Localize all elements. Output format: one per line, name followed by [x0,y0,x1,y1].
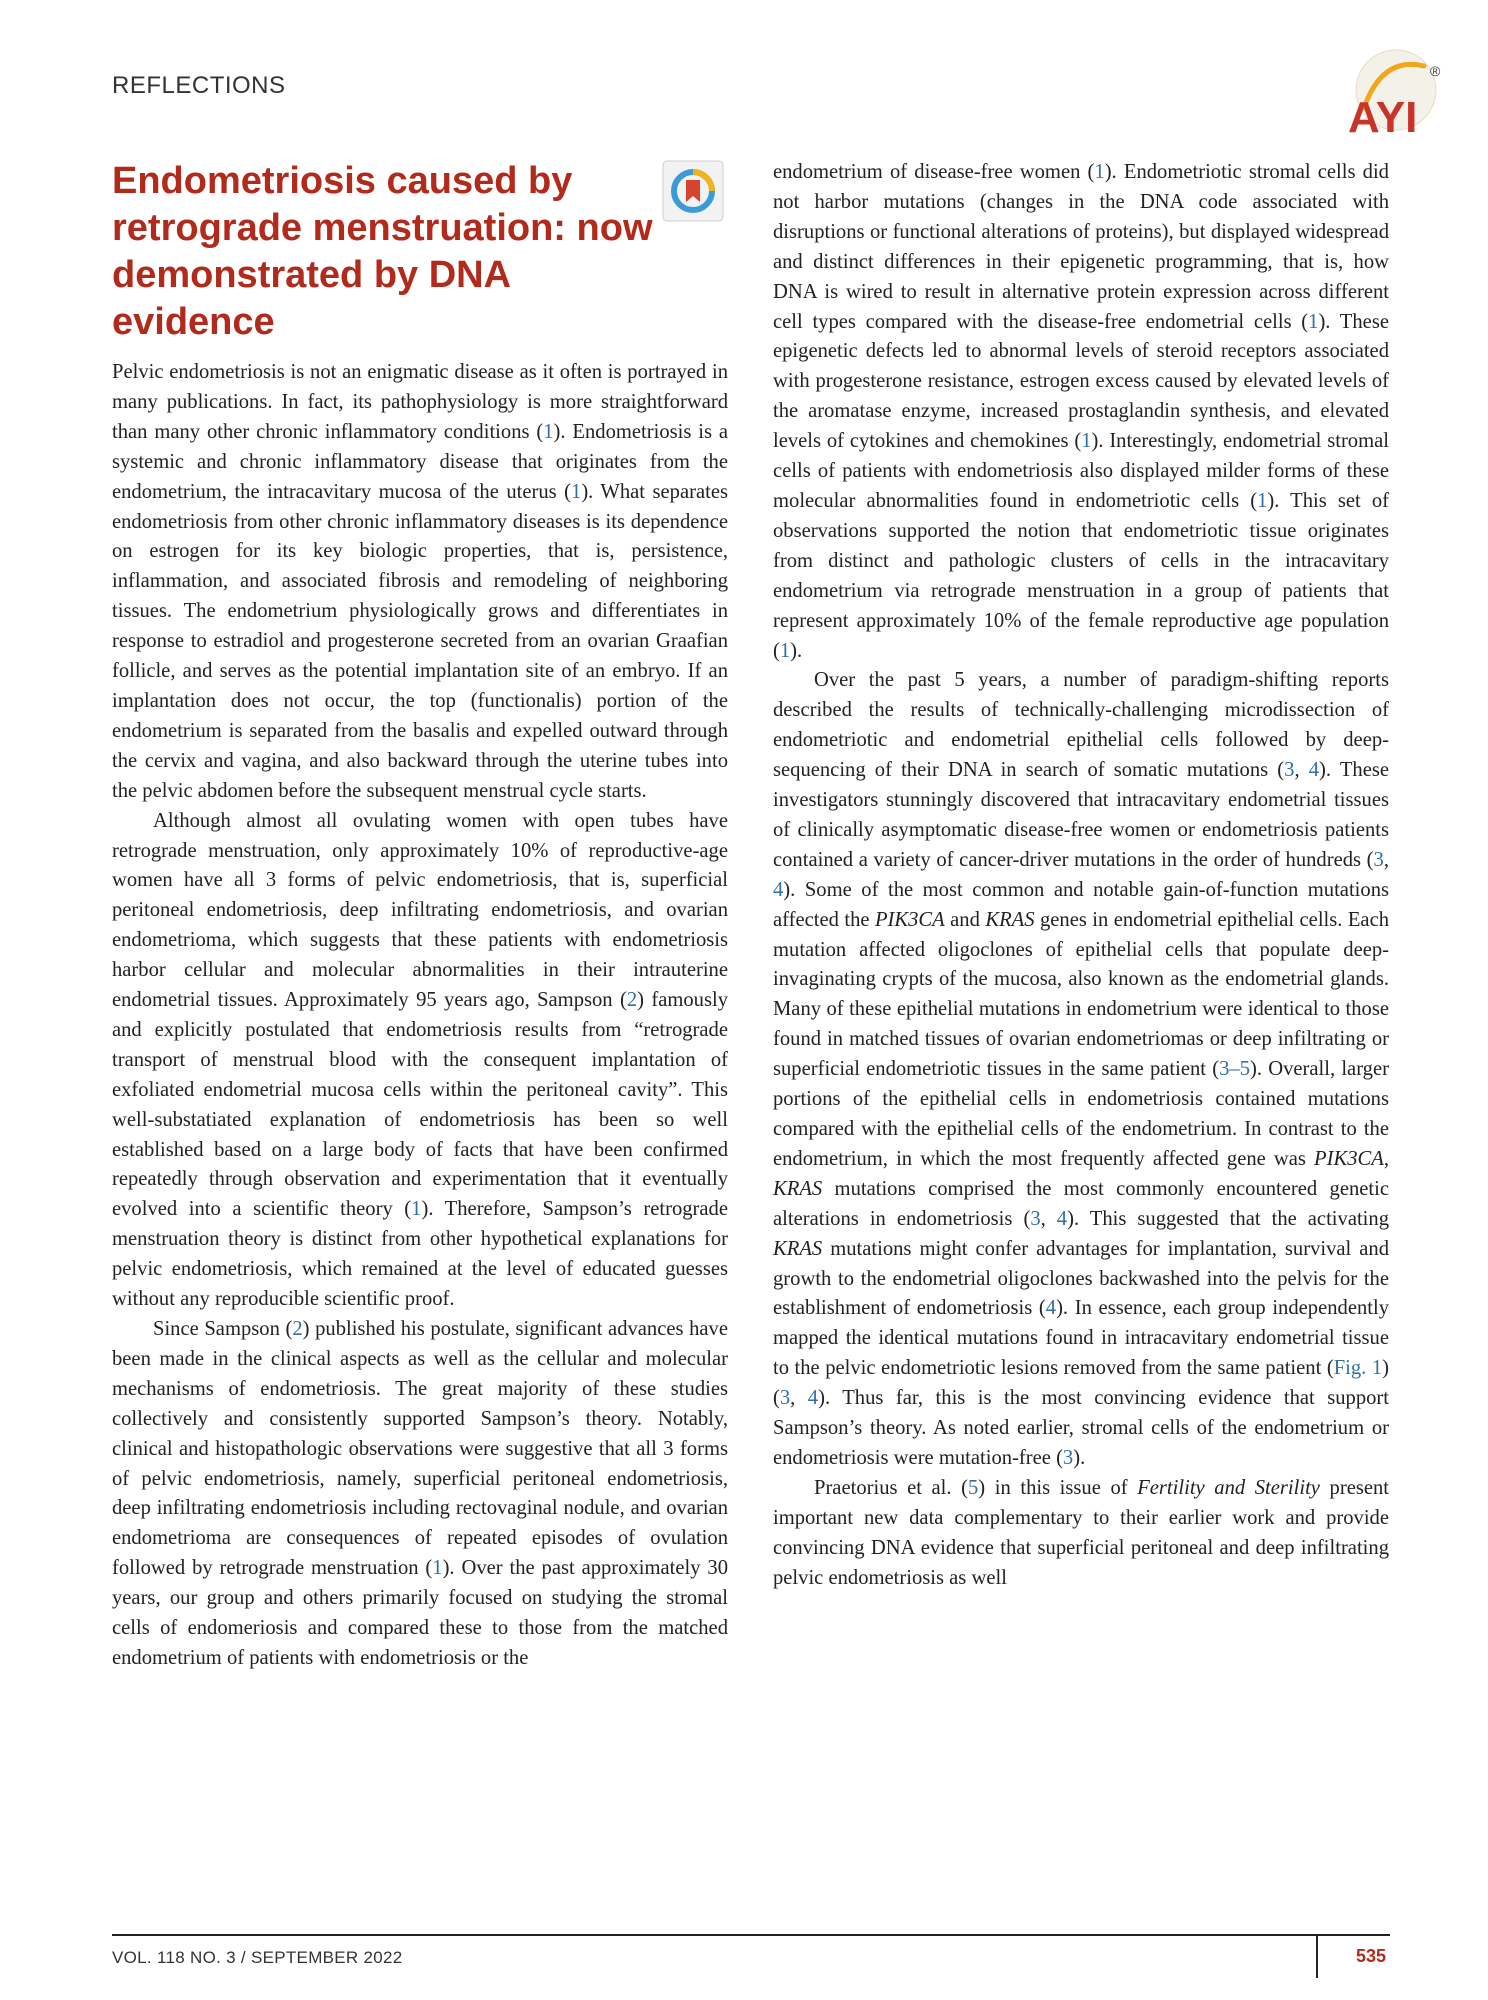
section-label: REFLECTIONS [112,72,286,99]
body-text: ) ( [773,1357,1389,1410]
body-text: ). Endometriotic stromal cells did not harbor mutations (changes in the DNA code associated with disruptions or functional alterations of proteins), but displayed widespread and distinct differences in their epigenetic programming, that is, how DNA is wired to result in alternative protein expression across different cell types compared with the disease-free endometrial cells ( [773,161,1389,333]
body-text: genes in endometrial epithelial cells. Each mutation affected oligoclones of epithelial cells that populate deep-invaginating crypts of the mucosa, also known as the endometrial glands. Many of these epithelial mutations in endometrium were identical to those found in matched tissues of ovarian endometriomas or deep infiltrating or superficial endometriotic tissues in the same patient ( [773,908,1390,1081]
reference-link[interactable]: 1 [779,639,791,662]
body-text: Praetorius et al. ( [814,1476,968,1499]
body-text: ). This set of observations supported the notion that endometriotic tissue originates from distinct and pathologic clusters of cells in the intracavitary endometrium via retrograde menstruation in a group of patients that represent approximately 10% of the female reproductive age population ( [773,489,1389,662]
column-right-body [773,158,1389,1594]
reference-link[interactable]: 1 [543,420,554,443]
body-text: , [1383,1147,1389,1170]
check-for-updates-icon[interactable] [662,160,724,222]
reference-link[interactable]: 5 [968,1476,979,1499]
paragraph [773,666,1389,1473]
body-text: ). [1073,1446,1086,1469]
reference-link[interactable]: 4 [1308,759,1320,782]
body-text: , [1294,759,1309,782]
body-text: mutations might confer advantages for implantation, survival and growth to the endometrial oligoclones backwashed into the pelvis for the establishment of endometriosis ( [773,1237,1389,1320]
italic-text: PIK3CA [874,908,945,931]
italic-text: PIK3CA [1314,1147,1384,1170]
reference-link[interactable]: 3 [1062,1446,1074,1469]
italic-text: KRAS [985,908,1035,931]
body-text: ). Therefore, Sampson’s retrograde menstruation theory is distinct from other hypothetical explanations for pelvic endometriosis, which remained at the level of educated guesses without any reproducible scientific proof. [112,1198,728,1311]
reference-link[interactable]: 1 [432,1557,443,1580]
body-text: ). What separates endometriosis from other chronic inflammatory diseases is its dependence on estrogen for its key biologic properties, that is, persistence, inflammation, and associated fibrosis and remodeling of neighboring tissues. The endometrium physiologically grows and differentiates in response to estradiol and progesterone secreted from an ovarian Graafian follicle, and serves as the potential implantation site of an embryo. If an implantation does not occur, the top (functionalis) portion of the endometrium is separated from the basalis and expelled outward through the cervix and vagina, and also backward through the uterine tubes into the pelvic abdomen before the subsequent menstrual cycle starts. [112,480,728,802]
body-text: Although almost all ovulating women with open tubes have retrograde menstruation, only approximately 10% of reproductive-age women have all 3 forms of pelvic endometriosis, that is, superficial peritoneal endometriosis, deep infiltrating endometriosis, and ovarian endometrioma, which suggests that these patients with endometriosis harbor cellular and molecular abnormalities in their intrauterine endometrial tissues. Approximately 95 years ago, Sampson ( [112,809,728,1012]
column-left-body [112,358,728,1674]
paragraph [112,358,728,807]
body-text: and [944,908,986,931]
reference-link[interactable]: 2 [626,989,638,1012]
reference-link[interactable]: Fig. 1 [1333,1357,1383,1380]
body-text: Pelvic endometriosis is not an enigmatic disease as it often is portrayed in many publications. In fact, its pathophysiology is more straightforward than many other chronic inflammatory conditions ( [112,361,728,443]
body-text: ). Over the past approximately 30 years, our group and others primarily focused on studying the stromal cells of endomeriosis and compared these to those from the matched endometrium of patients with endometriosis or the [112,1557,728,1669]
reference-link[interactable]: 1 [1308,310,1319,333]
paragraph [773,158,1389,666]
reference-link[interactable]: 1 [411,1198,422,1221]
reference-link[interactable]: 4 [1056,1207,1068,1230]
footer-divider [1316,1934,1318,1978]
reference-link[interactable]: 3 [779,1387,791,1410]
paragraph [112,807,728,1315]
body-text: ). [790,639,803,662]
reference-link[interactable]: 2 [292,1318,303,1340]
reference-link[interactable]: 1 [1094,161,1105,183]
column-left [112,158,728,1674]
reference-link[interactable]: 1 [1081,430,1092,453]
body-text: , [1040,1207,1057,1230]
body-text: present important new data complementary to their earlier work and provide convincing DNA evidence that superficial peritoneal and deep infiltrating pelvic endometriosis as well [773,1476,1390,1589]
body-text: , [1383,848,1389,871]
body-text: ). Interestingly, endometrial stromal cells of patients with endometriosis also displayed milder forms of these molecular abnormalities found in endometriotic cells ( [773,430,1389,512]
body-text: endometrium of disease-free women ( [773,161,1095,183]
reference-link[interactable]: 3 [1373,848,1384,871]
body-text: ). These investigators stunningly discovered that intracavitary endometrial tissues of clinically asymptomatic disease-free women or endometriosis patients contained a variety of cancer-driver mutations in the order of hundreds ( [773,759,1389,871]
body-text: ) published his postulate, significant advances have been made in the clinical aspects as well as the cellular and molecular mechanisms of endometriosis. The great majority of these studies collectively and consistently supported Sampson’s theory. Notably, clinical and histopathologic observations were suggestive that all 3 forms of pelvic endometriosis, namely, superficial peritoneal endometriosis, deep infiltrating endometriosis including rectovaginal nodule, and ovarian endometrioma are consequences of repeated episodes of ovulation followed by retrograde menstruation ( [112,1318,728,1580]
body-text: , [790,1387,808,1410]
publisher-logo [1326,46,1444,138]
body-text: Over the past 5 years, a number of paradigm-shifting reports described the results of technically-challenging microdissection of endometriotic and endometrial epithelial cells followed by deep-sequencing of their DNA in search of somatic mutations ( [773,669,1389,782]
body-text: mutations comprised the most commonly encountered genetic alterations in endometriosis ( [773,1177,1389,1230]
page-number: 535 [1356,1946,1387,1966]
reference-link[interactable]: 1 [1257,489,1268,512]
body-text: ). Endometriosis is a systemic and chronic inflammatory disease that originates from the endometrium, the intracavitary mucosa of the uterus ( [112,420,728,503]
paragraph [773,1474,1389,1594]
reference-link[interactable]: 3 [1284,759,1295,782]
body-text: ) in this issue of [978,1476,1138,1499]
body-text: ). Some of the most common and notable gain-of-function mutations affected the [773,878,1389,931]
issue-info: VOL. 118 NO. 3 / SEPTEMBER 2022 [112,1948,403,1967]
italic-text: Fertility and Sterility [1137,1476,1320,1499]
article-title: Endometriosis caused by retrograde menstruation: now demonstrated by DNA evidence [112,160,653,343]
body-text: ). Thus far, this is the most convincing evidence that support Sampson’s theory. As noted earlier, stromal cells of the endometrium or endometriosis were mutation-free ( [773,1387,1390,1469]
reference-link[interactable]: 3 [1030,1207,1041,1230]
paragraph [112,1315,728,1674]
reference-link[interactable]: 4 [1045,1297,1057,1320]
footer-rule [112,1934,1390,1936]
italic-text: KRAS [773,1177,823,1200]
body-text: Since Sampson ( [153,1318,293,1340]
reference-link[interactable]: 3–5 [1219,1058,1250,1081]
logo-text: AYI [1348,93,1418,138]
registered-mark: ® [1430,63,1441,79]
body-text: ). This suggested that the activating [1067,1207,1389,1230]
body-text: ) famously and explicitly postulated that endometriosis results from “retrograde transport of menstrual blood with the consequent implantation of exfoliated endometrial mucosa cells within the peritoneal cavity”. This well-substatiated explanation of endometriosis has been so well established based on a large body of facts that have been confirmed repeatedly through observation and experimentation that it eventually evolved into a scientific theory ( [112,989,728,1221]
italic-text: KRAS [773,1237,823,1260]
column-right [773,158,1389,1594]
reference-link[interactable]: 1 [571,480,582,503]
reference-link[interactable]: 4 [773,878,784,901]
body-text: ). Overall, larger portions of the epithelial cells in endometriosis contained mutations compared with the epithelial cells of the endometrium. In contrast to the endometrium, in which the most frequently affected gene was [773,1058,1389,1170]
body-text: ). These epigenetic defects led to abnormal levels of steroid receptors associated with progesterone resistance, estrogen excess caused by elevated levels of the aromatase enzyme, increased prostaglandin synthesis, and elevated levels of cytokines and chemokines ( [773,310,1389,453]
body-text: ). In essence, each group independently mapped the identical mutations found in intracavitary endometrial tissue to the pelvic endometriotic lesions removed from the same patient ( [773,1297,1389,1380]
reference-link[interactable]: 4 [807,1387,819,1410]
